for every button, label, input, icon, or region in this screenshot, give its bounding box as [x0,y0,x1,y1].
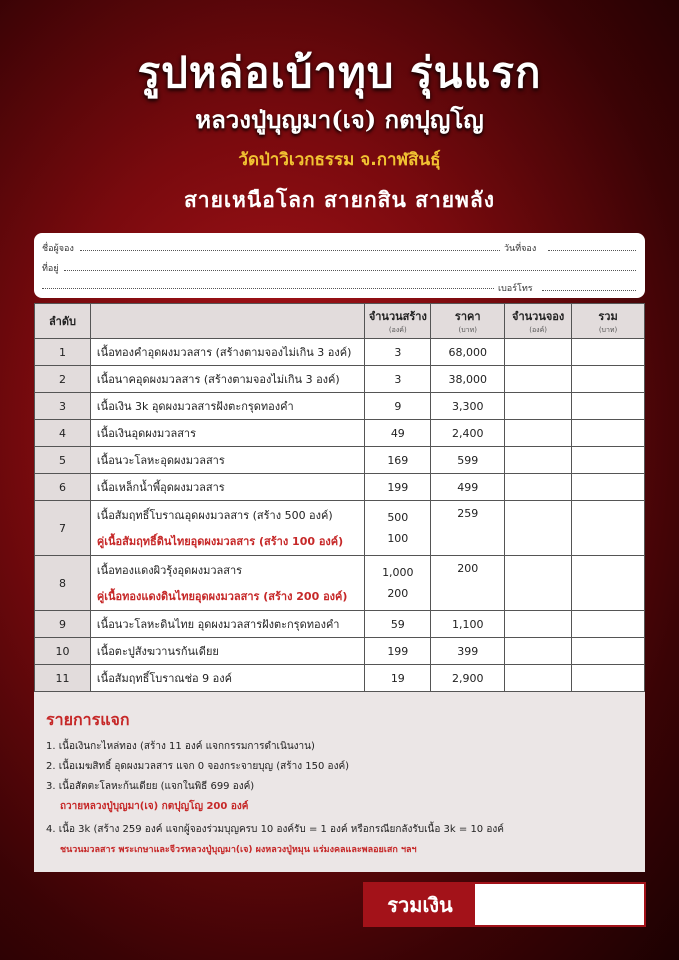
row-item: เนื้อนวะโลหะอุดผงมวลสาร [90,447,364,474]
monk-name: หลวงปู่บุญมา(เจ) กตปุญโญ [195,105,484,134]
row-item [90,501,364,556]
order-table [34,303,645,692]
freebie-item: 4. เนื้อ 3k (สร้าง 259 องค์ แจกผู้จองร่วมบุญครบ 10 องค์รับ = 1 องค์ หรือกรณียกลังรับเนื้อ 3k = 10 องค์ [46,824,504,835]
row-no: 11 [35,665,91,692]
row-price: 3,300 [431,393,505,420]
row-total-input[interactable] [572,556,645,611]
row-price: 68,000 [431,339,505,366]
row-item-sub: คู่เนื้อทองแดงดินไทยอุดผงมวลสาร (สร้าง 200 องค์) [96,590,348,603]
address-label: ที่อยู่ [42,264,59,274]
table-row [35,474,645,501]
row-total-input[interactable] [572,501,645,556]
row-price: 38,000 [431,366,505,393]
table-row [35,638,645,665]
row-reserve-input[interactable] [505,393,572,420]
row-reserve-input[interactable] [505,556,572,611]
col-total: รวม (บาท) [572,304,645,339]
address-field-2[interactable] [42,277,494,289]
col-no: ลำดับ [35,304,91,339]
row-qty: 500 100 [365,501,431,556]
row-qty: 199 [365,474,431,501]
row-total-input[interactable] [572,447,645,474]
row-price: 399 [431,638,505,665]
total-label: รวมเงิน [365,884,475,925]
reservation-form [34,233,645,298]
phone-label: เบอร์โทร [498,284,533,294]
col-qty-reserved: จำนวนจอง (องค์) [505,304,572,339]
row-no: 4 [35,420,91,447]
row-item: เนื้อสัมฤทธิ์โบราณช่อ 9 องค์ [90,665,364,692]
col-item [90,304,364,339]
row-total-input[interactable] [572,393,645,420]
row-price: 499 [431,474,505,501]
freebie-note: ชนวนมวลสาร พระเกษาและจีวรหลวงปู่บุญมา(เจ) ผงหลวงปู่หมุน แร่มงคลและพลอยเสก ฯลฯ [60,845,417,855]
name-field[interactable] [80,239,500,251]
freebie-item: 2. เนื้อเมฆสิทธิ์ อุดผงมวลสาร แจก 0 จองกระจายบุญ (สร้าง 150 องค์) [46,761,350,772]
row-qty: 3 [365,366,431,393]
row-no: 2 [35,366,91,393]
row-item: เนื้อทองคำอุดผงมวลสาร (สร้างตามจองไม่เกิน 3 องค์) [90,339,364,366]
row-qty: 169 [365,447,431,474]
row-total-input[interactable] [572,420,645,447]
table-row [35,339,645,366]
row-no: 1 [35,339,91,366]
row-total-input[interactable] [572,339,645,366]
phone-field[interactable] [542,279,636,291]
row-total-input[interactable] [572,665,645,692]
row-reserve-input[interactable] [505,447,572,474]
row-reserve-input[interactable] [505,611,572,638]
row-total-input[interactable] [572,474,645,501]
row-price: 599 [431,447,505,474]
row-price: 200 [431,556,505,611]
row-item: เนื้อเหล็กน้ำพี้อุดผงมวลสาร [90,474,364,501]
order-panel [34,303,645,872]
page-title: รูปหล่อเบ้าทุบ รุ่นแรก [137,48,542,97]
row-item-sub: คู่เนื้อสัมฤทธิ์ดินไทยอุดผงมวลสาร (สร้าง 100 องค์) [96,535,344,548]
row-item-main: เนื้อทองแดงผิวรุ้งอุดผงมวลสาร [96,564,243,577]
row-qty: 49 [365,420,431,447]
row-item: เนื้อเงินอุดผงมวลสาร [90,420,364,447]
address-field[interactable] [64,259,636,271]
total-input[interactable] [475,884,644,925]
freebies-heading: รายการแจก [46,710,130,729]
freebie-item: 1. เนื้อเงินกะไหล่ทอง (สร้าง 11 องค์ แจกกรรมการดำเนินงาน) [46,741,315,752]
row-no: 9 [35,611,91,638]
name-label: ชื่อผู้จอง [42,244,74,254]
row-no: 3 [35,393,91,420]
row-item: เนื้อตะปูสังฆวานรก้นเดียย [90,638,364,665]
tagline: สายเหนือโลก สายกสิน สายพลัง [183,188,496,212]
row-reserve-input[interactable] [505,339,572,366]
row-no: 6 [35,474,91,501]
row-total-input[interactable] [572,366,645,393]
table-row [35,501,645,556]
row-reserve-input[interactable] [505,420,572,447]
row-item: เนื้อนาคอุดผงมวลสาร (สร้างตามจองไม่เกิน 3 องค์) [90,366,364,393]
table-row [35,393,645,420]
row-price: 1,100 [431,611,505,638]
col-qty-made: จำนวนสร้าง (องค์) [365,304,431,339]
row-reserve-input[interactable] [505,366,572,393]
row-price: 259 [431,501,505,556]
row-no: 5 [35,447,91,474]
row-qty: 199 [365,638,431,665]
table-row [35,611,645,638]
row-qty: 59 [365,611,431,638]
row-qty: 19 [365,665,431,692]
row-price: 2,900 [431,665,505,692]
row-item [90,556,364,611]
row-item-main: เนื้อสัมฤทธิ์โบราณอุดผงมวลสาร (สร้าง 500 องค์) [96,509,333,522]
freebies-section [46,708,636,861]
freebie-item: 3. เนื้อสัตตะโลหะก้นเดียย (แจกในพิธี 699 องค์) [46,781,255,792]
col-price: ราคา (บาท) [431,304,505,339]
total-box [363,882,646,927]
table-row [35,556,645,611]
row-no: 8 [35,556,91,611]
freebie-note: ถวายหลวงปู่บุญมา(เจ) กตปุญโญ 200 องค์ [60,801,249,812]
row-reserve-input[interactable] [505,501,572,556]
table-row [35,366,645,393]
row-total-input[interactable] [572,611,645,638]
table-row [35,447,645,474]
row-no: 7 [35,501,91,556]
row-price: 2,400 [431,420,505,447]
row-item: เนื้อนวะโลหะดินไทย อุดผงมวลสารฝังตะกรุดทองคำ [90,611,364,638]
row-qty: 1,000 200 [365,556,431,611]
row-reserve-input[interactable] [505,638,572,665]
date-label: วันที่จอง [504,244,537,254]
row-no: 10 [35,638,91,665]
row-reserve-input[interactable] [505,665,572,692]
row-reserve-input[interactable] [505,474,572,501]
row-qty: 9 [365,393,431,420]
date-field[interactable] [548,239,636,251]
row-item: เนื้อเงิน 3k อุดผงมวลสารฝังตะกรุดทองคำ [90,393,364,420]
table-header-row [35,304,645,339]
row-total-input[interactable] [572,638,645,665]
table-row [35,665,645,692]
table-row [35,420,645,447]
temple-name: วัดป่าวิเวกธรรม จ.กาฬสินธุ์ [238,150,441,170]
row-qty: 3 [365,339,431,366]
